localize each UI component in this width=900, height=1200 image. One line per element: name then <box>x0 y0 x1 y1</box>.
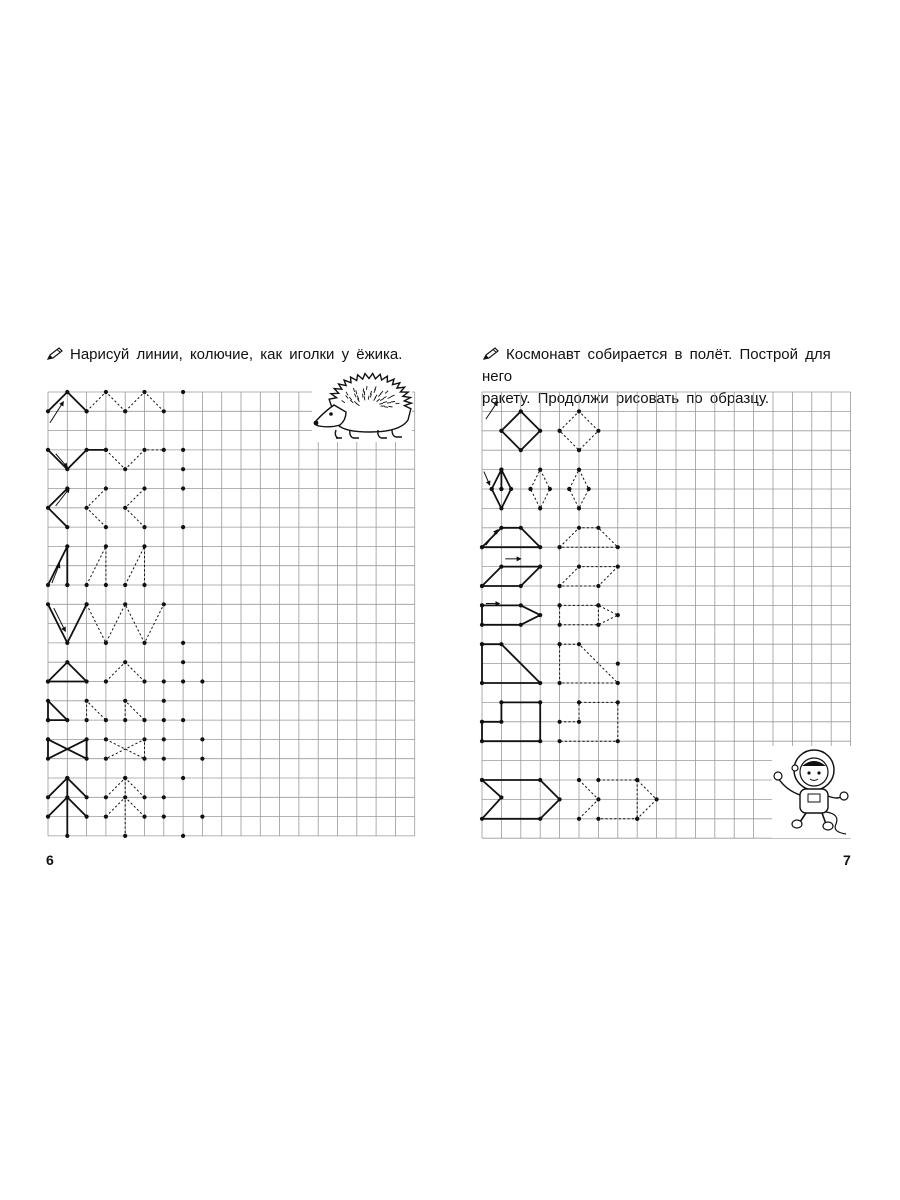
grid-dot <box>181 834 185 838</box>
grid-dot <box>596 797 600 801</box>
grid-dot <box>596 603 600 607</box>
grid-dot <box>577 778 581 782</box>
grid-dot <box>85 679 89 683</box>
grid-dot <box>635 817 639 821</box>
grid-dot <box>499 506 503 510</box>
grid-dot <box>616 662 620 666</box>
grid-dot <box>104 815 108 819</box>
grid-dot <box>142 795 146 799</box>
grid-dot <box>538 681 542 685</box>
grid-dot <box>548 487 552 491</box>
grid-dot <box>480 603 484 607</box>
grid-dot <box>46 583 50 587</box>
left-grid <box>48 392 415 836</box>
grid-dot <box>65 660 69 664</box>
page-number-right: 7 <box>843 852 851 868</box>
grid-dot <box>85 699 89 703</box>
grid-dot <box>499 487 503 491</box>
grid-dot <box>181 718 185 722</box>
grid-dot <box>490 487 494 491</box>
grid-dot <box>46 815 50 819</box>
grid-dot <box>104 390 108 394</box>
grid-dot <box>142 390 146 394</box>
direction-arrow <box>50 402 64 423</box>
grid-dot <box>567 487 571 491</box>
grid-dot <box>577 817 581 821</box>
left-instruction-text: Нарисуй линии, колючие, как иголки у ёжика. <box>70 346 403 363</box>
grid-dot <box>85 448 89 452</box>
grid-dot <box>577 642 581 646</box>
grid-dot <box>538 778 542 782</box>
grid-dot <box>519 584 523 588</box>
grid-dot <box>142 718 146 722</box>
right-patterns <box>480 402 659 821</box>
grid-dot <box>596 778 600 782</box>
grid-dot <box>142 448 146 452</box>
grid-dot <box>480 584 484 588</box>
grid-dot <box>123 660 127 664</box>
grid-dot <box>480 623 484 627</box>
astronaut-illustration <box>772 746 852 838</box>
grid-dot <box>558 720 562 724</box>
grid-dot <box>499 795 503 799</box>
grid-dot <box>162 815 166 819</box>
grid-dot <box>65 583 69 587</box>
grid-dot <box>480 720 484 724</box>
grid-dot <box>46 757 50 761</box>
grid-dot <box>123 506 127 510</box>
solid-line <box>482 605 540 624</box>
dotted-line <box>87 701 106 720</box>
grid-dot <box>46 737 50 741</box>
grid-dot <box>480 817 484 821</box>
grid-dot <box>499 700 503 704</box>
grid-dot <box>587 487 591 491</box>
grid-dot <box>85 795 89 799</box>
grid-dot <box>65 544 69 548</box>
grid-dot <box>104 486 108 490</box>
direction-arrow <box>484 472 490 486</box>
grid-dot <box>162 409 166 413</box>
dotted-line <box>560 567 618 586</box>
grid-dot <box>142 544 146 548</box>
grid-dot <box>85 815 89 819</box>
grid-dot <box>162 602 166 606</box>
grid-dot <box>65 795 69 799</box>
grid-dot <box>538 468 542 472</box>
grid-dot <box>499 526 503 530</box>
grid-dot <box>558 603 562 607</box>
grid-dot <box>558 429 562 433</box>
solid-line <box>48 701 67 720</box>
grid-dot <box>480 739 484 743</box>
dotted-line <box>560 605 618 624</box>
grid-dot <box>142 815 146 819</box>
grid-dot <box>181 660 185 664</box>
grid-dot <box>142 679 146 683</box>
grid-dot <box>596 623 600 627</box>
grid-dot <box>509 487 513 491</box>
grid-dot <box>616 545 620 549</box>
grid-dot <box>558 642 562 646</box>
grid-dot <box>85 583 89 587</box>
grid-dot <box>142 525 146 529</box>
grid-dot <box>577 506 581 510</box>
grid-dot <box>538 700 542 704</box>
grid-dot <box>577 565 581 569</box>
grid-dot <box>538 817 542 821</box>
grid-dot <box>162 679 166 683</box>
page-number-left: 6 <box>46 852 54 868</box>
grid-dot <box>538 429 542 433</box>
grid-dot <box>46 718 50 722</box>
grid-dot <box>123 583 127 587</box>
grid-dot <box>162 448 166 452</box>
grid-dot <box>123 795 127 799</box>
direction-arrow <box>486 530 498 546</box>
grid-dot <box>85 757 89 761</box>
grid-dot <box>162 718 166 722</box>
grid-dot <box>538 613 542 617</box>
grid-dot <box>104 737 108 741</box>
grid-dot <box>596 584 600 588</box>
grid-dot <box>519 526 523 530</box>
grid-dot <box>480 642 484 646</box>
grid-dot <box>85 506 89 510</box>
grid-dot <box>46 448 50 452</box>
grid-dot <box>616 613 620 617</box>
grid-dot <box>85 602 89 606</box>
grid-dot <box>46 795 50 799</box>
grid-dot <box>142 486 146 490</box>
grid-dot <box>65 834 69 838</box>
hedgehog-spine <box>387 403 391 404</box>
dotted-line <box>106 450 164 469</box>
grid-dot <box>538 739 542 743</box>
grid-dot <box>499 642 503 646</box>
grid-dot <box>65 776 69 780</box>
grid-dot <box>142 737 146 741</box>
grid-dot <box>181 390 185 394</box>
grid-dot <box>480 545 484 549</box>
grid-dot <box>616 700 620 704</box>
grid-dot <box>162 699 166 703</box>
grid-dot <box>181 525 185 529</box>
grid-dot <box>538 506 542 510</box>
grid-dot <box>181 776 185 780</box>
grid-dot <box>181 467 185 471</box>
grid-dot <box>616 739 620 743</box>
grid-dot <box>123 467 127 471</box>
grid-dot <box>577 409 581 413</box>
grid-dot <box>46 506 50 510</box>
grid-dot <box>538 565 542 569</box>
grid-dot <box>558 584 562 588</box>
grid-dot <box>558 681 562 685</box>
grid-dot <box>200 679 204 683</box>
grid-dot <box>104 525 108 529</box>
grid-dot <box>181 448 185 452</box>
grid-dot <box>616 681 620 685</box>
grid-dot <box>596 526 600 530</box>
grid-dot <box>65 718 69 722</box>
grid-dot <box>480 778 484 782</box>
direction-arrow <box>486 402 498 419</box>
grid-dot <box>181 486 185 490</box>
grid-dot <box>558 797 562 801</box>
grid-dot <box>181 641 185 645</box>
grid-dot <box>480 681 484 685</box>
grid-dot <box>162 737 166 741</box>
hedgehog-spine <box>364 396 365 400</box>
grid-dot <box>635 778 639 782</box>
grid-dot <box>200 757 204 761</box>
grid-dot <box>46 699 50 703</box>
grid-dot <box>65 390 69 394</box>
grid-dot <box>123 776 127 780</box>
grid-dot <box>528 487 532 491</box>
grid-dot <box>142 757 146 761</box>
grid-dot <box>142 641 146 645</box>
grid-dot <box>104 641 108 645</box>
hedgehog-illustration <box>312 372 412 442</box>
grid-dot <box>558 623 562 627</box>
solid-line <box>482 567 540 586</box>
grid-dot <box>65 641 69 645</box>
solid-line <box>482 528 540 547</box>
grid-dot <box>616 565 620 569</box>
grid-dot <box>596 429 600 433</box>
grid-dot <box>123 602 127 606</box>
grid-dot <box>577 700 581 704</box>
grid-dot <box>577 468 581 472</box>
grid-dot <box>104 583 108 587</box>
grid-dot <box>85 737 89 741</box>
grid-dot <box>104 544 108 548</box>
grid-dot <box>519 623 523 627</box>
grid-dot <box>104 795 108 799</box>
grid-dot <box>85 718 89 722</box>
grid-dot <box>162 795 166 799</box>
right-instruction-line2: ракету. Продолжи рисовать по образцу. <box>482 390 769 407</box>
grid-dot <box>519 603 523 607</box>
right-instruction-line1: Космонавт собирается в полёт. Построй для него <box>482 346 831 385</box>
hedgehog-spine <box>391 402 395 403</box>
grid-dot <box>46 602 50 606</box>
solid-line <box>48 450 106 469</box>
hedgehog-spine <box>384 407 388 408</box>
grid-dot <box>65 467 69 471</box>
grid-dot <box>46 409 50 413</box>
grid-dot <box>181 679 185 683</box>
grid-dot <box>123 834 127 838</box>
grid-dot <box>200 815 204 819</box>
grid-dot <box>577 526 581 530</box>
grid-dot <box>162 757 166 761</box>
grid-dot <box>104 679 108 683</box>
grid-dot <box>499 720 503 724</box>
grid-dot <box>200 737 204 741</box>
grid-dot <box>123 699 127 703</box>
grid-dot <box>558 545 562 549</box>
grid-dot <box>123 718 127 722</box>
grid-dot <box>104 718 108 722</box>
grid-dot <box>499 468 503 472</box>
grid-dot <box>142 583 146 587</box>
grid-dot <box>577 448 581 452</box>
grid-dot <box>577 720 581 724</box>
grid-dot <box>538 545 542 549</box>
grid-dot <box>104 448 108 452</box>
grid-dot <box>655 797 659 801</box>
dotted-line <box>125 701 144 720</box>
dotted-line <box>560 528 618 547</box>
grid-dot <box>596 817 600 821</box>
grid-dot <box>85 409 89 413</box>
grid-dot <box>104 757 108 761</box>
grid-dot <box>499 565 503 569</box>
grid-dot <box>65 525 69 529</box>
grid-dot <box>519 448 523 452</box>
grid-dot <box>123 409 127 413</box>
grid-dot <box>558 739 562 743</box>
grid-dot <box>46 679 50 683</box>
grid-dot <box>499 429 503 433</box>
grid-dot <box>519 409 523 413</box>
